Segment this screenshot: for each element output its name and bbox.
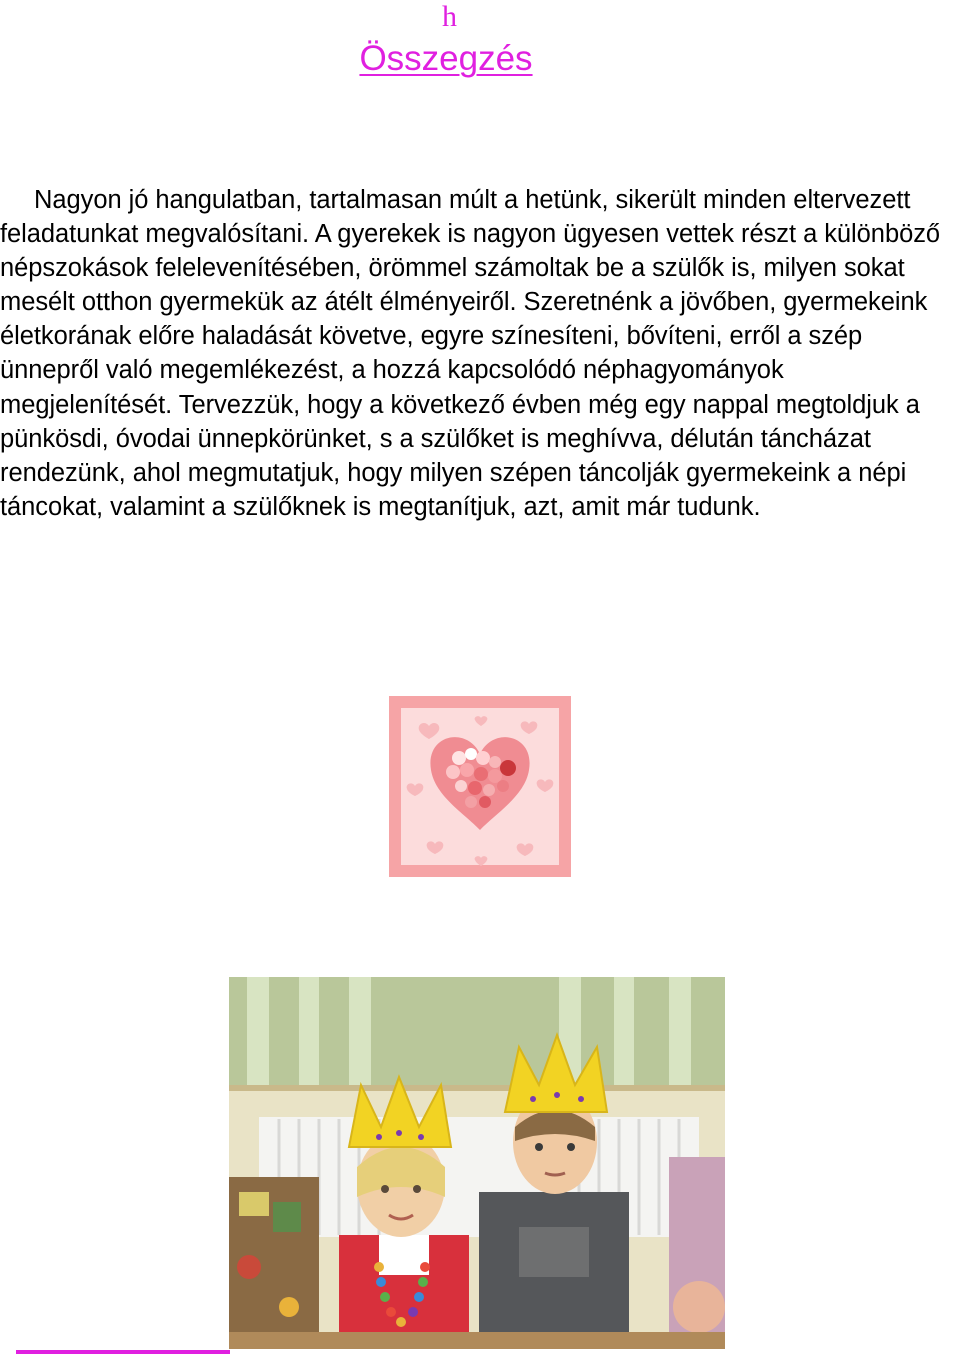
bottom-rule: [16, 1350, 230, 1354]
children-photo: [229, 977, 725, 1349]
heart-card-icon: [389, 696, 571, 877]
top-letter: h: [442, 0, 457, 33]
page-title[interactable]: Összegzés: [359, 39, 533, 78]
summary-paragraph: Nagyon jó hangulatban, tartalmasan múlt a hetünk, sikerült minden eltervezett feladatunkat megvalósítani. A gyerekek is nagyon ügyesen vettek részt a különböző népszokások felelevenítésében, örömmel számoltak be a szülők is, milyen sokat mesélt otthon gyermekük az átélt élményeiről. Szeretnénk a jövőben, gyermekeink életkorának előre haladását követve, egyre színesíteni, bővíteni, erről a szép ünnepről való megemlékezést, a hozzá kapcsolódó néphagyományok megjelenítését. Tervezzük, hogy a következő évben még egy nappal megtoldjuk a pünkösdi, óvodai ünnepkörünket, s a szülőket is meghívva, délután táncházat rendezünk, ahol megmutatjuk, hogy milyen szépen táncolják gyermekeink a népi táncokat, valamint a szülőknek is megtanítjuk, azt, amit már tudunk.: [0, 186, 941, 521]
